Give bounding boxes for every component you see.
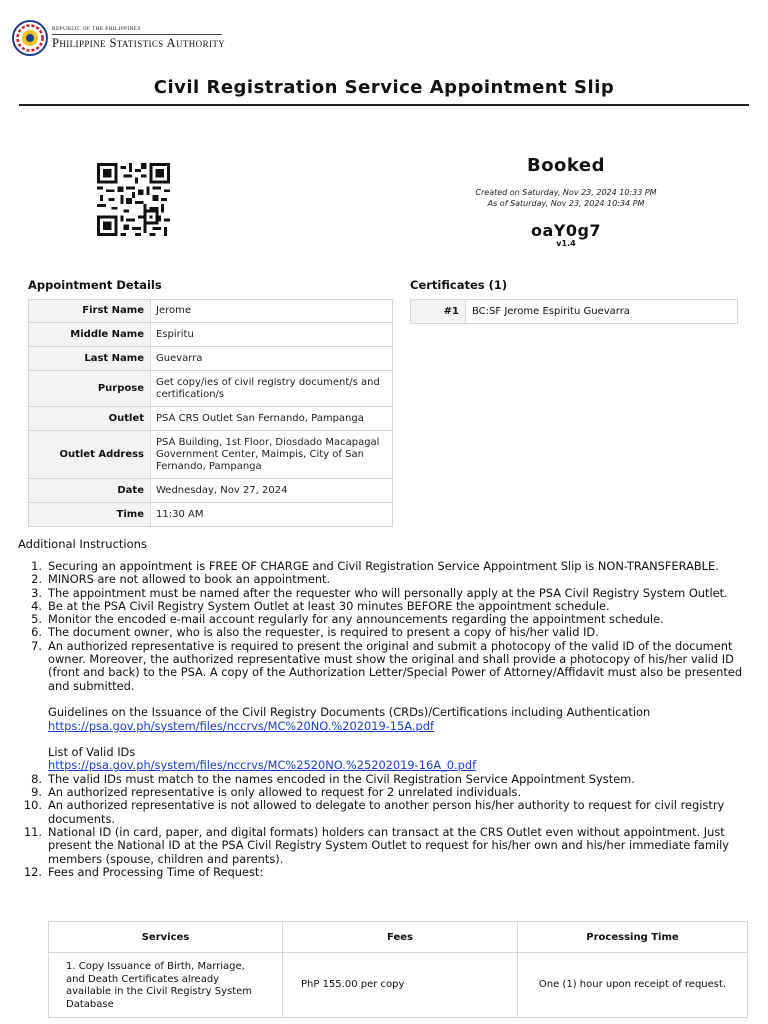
table-row <box>29 323 393 347</box>
reference-code: oaY0g7 <box>530 221 602 240</box>
list-item: 5. Monitor the encoded e-mail account regularly for any announcements regarding the appointment schedule. <box>31 612 664 627</box>
table-row <box>29 371 393 407</box>
table-row <box>29 503 393 527</box>
certificates-table <box>410 299 738 324</box>
additional-instructions-heading: Additional Instructions <box>18 537 147 551</box>
valid-ids-label: List of Valid IDs <box>48 745 136 760</box>
list-item: 2. MINORS are not allowed to book an appointment. <box>31 572 331 587</box>
table-row <box>29 347 393 371</box>
guidelines-label: Guidelines on the Issuance of the Civil Registry Documents (CRDs)/Certifications including Authentication <box>48 705 651 720</box>
appointment-details-heading: Appointment Details <box>28 278 162 292</box>
title-divider <box>19 104 749 106</box>
psa-logo <box>12 14 225 62</box>
list-item: 7. An authorized representative is required to present the original and submit a photocopy of the valid ID of the document owner. Moreover, the authorized representative must show the original and shall provide a photocopy of his/her valid ID (front and back) to the PSA. A copy of the Authorization Letter/Special Power of Attorney/Affidavit must also be presented and submitted. Guidelines on the Issuance of the Civil Registry Documents (CRDs)/Certifications including Authentication https://psa.gov.ph/system/files/nccrvs/MC%20NO.%202019-15A.pdf List of Valid IDs https://psa.gov.ph/system/files/nccrvs/MC%2520NO.%25202019-16A_0.pdf <box>48 640 748 773</box>
detail-value: Espiritu <box>151 323 393 347</box>
detail-label: Outlet <box>29 407 151 431</box>
version-label: v1.4 <box>556 239 576 248</box>
list-item: 12. Fees and Processing Time of Request: <box>23 864 264 879</box>
instructions-list <box>23 559 748 879</box>
detail-value: 11:30 AM <box>151 503 393 527</box>
logo-republic-text: REPUBLIC OF THE PHILIPPINES <box>52 25 141 32</box>
detail-label: Purpose <box>29 371 151 407</box>
guidelines-link[interactable]: https://psa.gov.ph/system/files/nccrvs/MC%20NO.%202019-15A.pdf <box>48 718 434 733</box>
table-header-row <box>49 922 748 953</box>
as-of-timestamp: As of Saturday, Nov 23, 2024 10:34 PM <box>487 199 645 208</box>
detail-label: Time <box>29 503 151 527</box>
list-item: 9. An authorized representative is only allowed to request for 2 unrelated individuals. <box>31 785 522 800</box>
detail-value: Guevarra <box>151 347 393 371</box>
certificate-name: BC:SF Jerome Espiritu Guevarra <box>466 300 738 324</box>
services-header: Services <box>49 922 283 953</box>
fee-cell: PhP 155.00 per copy <box>283 953 518 1018</box>
list-item: 11. National ID (in card, paper, and digital formats) holders can transact at the CRS Outlet even without appointment. Just present the National ID at the PSA Civil Registry System Outlet to request for his/her own and his/her immediate family members (spouse, children and parents). <box>23 824 730 866</box>
valid-ids-link[interactable]: https://psa.gov.ph/system/files/nccrvs/MC%2520NO.%25202019-16A_0.pdf <box>48 758 477 773</box>
detail-value: PSA Building, 1st Floor, Diosdado Macapagal Government Center, Maimpis, City of San Fernando, Pampanga <box>151 431 393 479</box>
detail-label: Last Name <box>29 347 151 371</box>
fees-table <box>48 921 748 1018</box>
appointment-details-table <box>28 299 393 527</box>
table-row <box>411 300 738 324</box>
detail-label: Outlet Address <box>29 431 151 479</box>
page-title: Civil Registration Service Appointment Slip <box>153 77 615 98</box>
table-row <box>49 953 748 1018</box>
detail-value: Get copy/ies of civil registry document/s and certification/s <box>151 371 393 407</box>
service-cell: 1. Copy Issuance of Birth, Marriage, and Death Certificates already available in the Civil Registry System Database <box>49 953 283 1018</box>
logo-agency-name: Philippine Statistics Authority <box>52 36 226 50</box>
psa-seal-icon <box>12 20 48 56</box>
detail-value: Jerome <box>151 300 393 323</box>
list-item: 8. The valid IDs must match to the names encoded in the Civil Registration Service Appointment System. <box>31 771 635 786</box>
list-item: 3. The appointment must be named after the requester who will personally apply at the PSA Civil Registry System Outlet. <box>31 585 728 600</box>
certificate-number: #1 <box>411 300 466 324</box>
fees-header: Fees <box>283 922 518 953</box>
detail-label: Date <box>29 479 151 503</box>
detail-label: First Name <box>29 300 151 323</box>
list-item: 1. Securing an appointment is FREE OF CHARGE and Civil Registration Service Appointment Slip is NON-TRANSFERABLE. <box>31 559 719 573</box>
logo-divider <box>52 34 222 35</box>
processing-time-cell: One (1) hour upon receipt of request. <box>518 953 748 1018</box>
table-row <box>29 479 393 503</box>
created-timestamp: Created on Saturday, Nov 23, 2024 10:33 PM <box>475 188 657 197</box>
detail-value: Wednesday, Nov 27, 2024 <box>151 479 393 503</box>
detail-value: PSA CRS Outlet San Fernando, Pampanga <box>151 407 393 431</box>
table-row <box>29 300 393 323</box>
processing-time-header: Processing Time <box>518 922 748 953</box>
list-item: 4. Be at the PSA Civil Registry System Outlet at least 30 minutes BEFORE the appointment schedule. <box>31 598 610 613</box>
certificates-heading: Certificates (1) <box>410 278 508 292</box>
list-item: 6. The document owner, who is also the requester, is required to present a copy of his/her valid ID. <box>31 625 599 640</box>
detail-label: Middle Name <box>29 323 151 347</box>
table-row <box>29 431 393 479</box>
table-row <box>29 407 393 431</box>
list-item: 10. An authorized representative is not allowed to delegate to another person his/her authority to request for civil registry documents. <box>23 798 725 826</box>
booking-status: Booked <box>526 155 606 176</box>
qr-code-icon <box>96 163 171 236</box>
